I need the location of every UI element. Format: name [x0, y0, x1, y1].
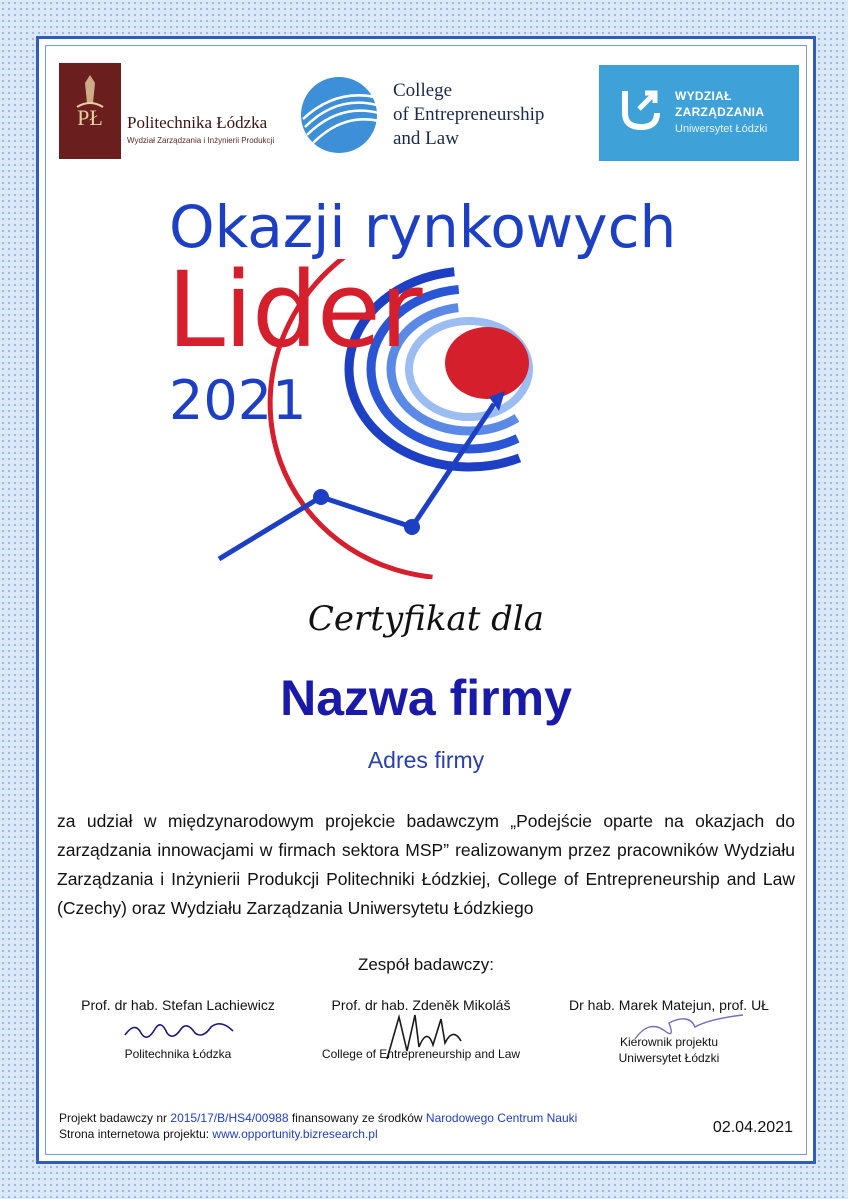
certificate-body: za udział w międzynarodowym projekcie badawczym „Podejście oparte na okazjach do zarządzania innowacjami w firmach sektora MSP” realizowanym przez pracowników Wydziału Zarządzania i Inżynierii Produkcji Politechniki Łódzkiej, College of Entrepreneurship and Law (Czechy) oraz Wydziału Zarządzania Uniwersytetu Łódzkiego [57, 811, 795, 918]
politechnika-name: Politechnika Łódzka [127, 113, 268, 132]
footer-grant [59, 1111, 577, 1125]
footer-site [59, 1127, 378, 1141]
company-address: Adres firmy [367, 747, 485, 773]
politechnika-subtitle: Wydział Zarządzania i Inżynierii Produkcji [127, 136, 275, 145]
grant-number-link[interactable]: 2015/17/B/HS4/00988 [170, 1111, 289, 1125]
cel-name [393, 79, 544, 151]
politechnika-logo-emblem [59, 63, 121, 159]
cel-line3: and Law [393, 128, 459, 149]
site-url-link[interactable]: www.opportunity.bizresearch.pl [212, 1127, 378, 1141]
certificate-frame [36, 36, 816, 1164]
member-name-3: Dr hab. Marek Matejun, prof. UŁ [569, 997, 769, 1013]
company-name: Nazwa firmy [280, 670, 572, 726]
wz-u-arrow-icon [619, 85, 663, 133]
team-heading: Zespół badawczy: [357, 955, 495, 974]
title-year: 2021 [169, 369, 307, 432]
pl-monogram: PŁ [77, 105, 103, 130]
wz-line1: WYDZIAŁ [675, 89, 732, 103]
cel-line1: College [393, 80, 453, 101]
member-affiliation-3-line1: Kierownik projektu [619, 1035, 719, 1049]
member-name-2: Prof. dr hab. Zdeněk Mikoláš [331, 997, 511, 1013]
wz-line2: ZARZĄDZANIA [675, 105, 765, 119]
member-affiliation-2: College of Entrepreneurship and Law [321, 1047, 521, 1061]
grant-mid: finansowany ze środków [288, 1111, 426, 1125]
member-name-1: Prof. dr hab. Stefan Lachiewicz [81, 997, 275, 1013]
certificate-heading: Certyfikat dla [307, 599, 545, 639]
cel-globe-icon [297, 75, 381, 155]
grant-agency-link[interactable]: Narodowego Centrum Nauki [425, 1111, 578, 1125]
certificate-date: 02.04.2021 [712, 1119, 793, 1136]
title-okazji: Okazji rynkowych [169, 193, 677, 261]
pl-emblem-icon [59, 63, 121, 159]
wz-line3: Uniwersytet Łódzki [675, 123, 768, 135]
title-lider: Lider [167, 249, 422, 371]
grant-prefix: Projekt badawczy nr [59, 1111, 171, 1125]
member-affiliation-1: Politechnika Łódzka [124, 1047, 232, 1061]
signature-1-icon [121, 1015, 241, 1045]
member-affiliation-3-line2: Uniwersytet Łódzki [618, 1051, 720, 1065]
cel-line2: of Entrepreneurship [393, 104, 545, 125]
site-prefix: Strona internetowa projektu: [59, 1127, 213, 1141]
